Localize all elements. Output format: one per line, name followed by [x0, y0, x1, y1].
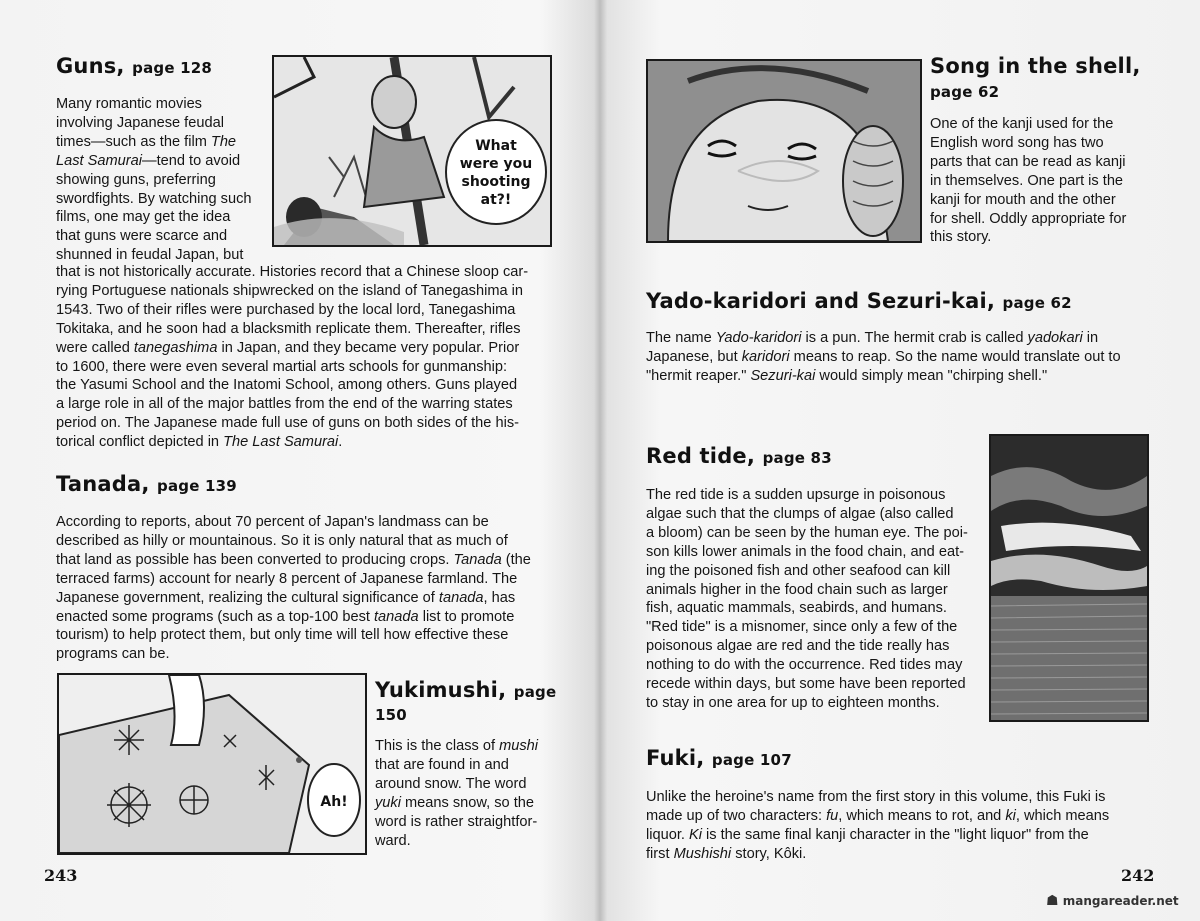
watermark: ☗ mangareader.net: [1046, 893, 1179, 909]
tanada-text: According to reports, about 70 percent of Japan's landmass can be described as hilly or mountainous. So it is only natural that as much of that land as possible has been converted to producing crops. Tanada (the terraced farms) account for nearly 8 percent of Japanese farmland. The Japanese government, realizing the cultural significance of tanada, has enacted some programs (such as a top-100 best tanada list to promote tourism) to help protect them, but only time will tell how effective these programs can be.: [56, 514, 531, 663]
redtide-manga-panel: [989, 434, 1149, 722]
redtide-heading: Red tide, page 83: [646, 444, 832, 468]
song-text: One of the kanji used for the English word song has two parts that can be read as kanji in themselves. One part is the kanji for mouth and the other for shell. Oddly appropriate for this story.: [930, 116, 1127, 246]
fuki-text: Unlike the heroine's name from the first story in this volume, this Fuki is made up of two characters: fu, which means to rot, and ki, which means liquor. Ki is the same final kanji character in the "light liquor" from the first Mushishi story, Kôki.: [646, 789, 1110, 862]
yukimushi-panel-art: [59, 675, 365, 853]
left-page-number: 243: [44, 866, 78, 885]
guns-text-full: that is not historically accurate. Histories record that a Chinese sloop car- rying Portuguese nationals shipwrecked on the island of Tanegashima in 1543. Two of their rifles were purchased by the local lord, Tanegashima Tokitaka, and he soon had a blacksmith replicate them. Thereafter, rifles were called tanegashima in Japan, and they became very popular. Prior to 1600, there were even several martial arts schools for gunmanship: the Yasumi School and the Inatomi School, among others. Guns played a large role in all of the major battles from the end of the warring states period on. The Japanese made full use of guns on both sides of the his- torical conflict depicted in The Last Samurai.: [56, 264, 529, 451]
song-manga-panel: [646, 59, 922, 243]
song-panel-art: [648, 61, 920, 241]
guns-panel-art: [274, 57, 550, 245]
song-heading: Song in the shell, page 62: [930, 54, 1141, 101]
guns-bubble-line-4: at?!: [480, 192, 512, 208]
redtide-panel-art: [991, 436, 1147, 720]
fuki-heading: Fuki, page 107: [646, 746, 792, 770]
tanada-heading: Tanada, page 139: [56, 472, 237, 496]
guns-heading: Guns, page 128: [56, 54, 213, 78]
yado-text: The name Yado-karidori is a pun. The hermit crab is called yadokari in Japanese, but karidori means to reap. So the name would translate out to "hermit reaper." Sezuri-kai would simply mean "chirping shell.": [646, 330, 1121, 384]
yukimushi-text: This is the class of mushi that are found in and around snow. The word yuki means snow, so the word is rather straightfor- ward.: [375, 738, 539, 849]
yukimushi-manga-panel: [57, 673, 367, 855]
guns-text-wrapped: Many romantic movies involving Japanese feudal times—such as the film The Last Samurai—tend to avoid showing guns, preferring swordfights. By watching such films, one may get the idea that guns were scarce and shunned in feudal Japan, but: [56, 96, 252, 264]
mangareader-logo-icon: ☗: [1046, 893, 1059, 909]
yado-heading: Yado-karidori and Sezuri-kai, page 62: [646, 289, 1072, 313]
right-page: [600, 0, 1200, 921]
right-page-number: 242: [1121, 866, 1155, 885]
guns-bubble-line-2: were you: [459, 156, 533, 172]
guns-manga-panel: [272, 55, 552, 247]
guns-bubble-line-1: What: [475, 138, 517, 154]
yukimushi-heading: Yukimushi, page 150: [375, 678, 557, 724]
redtide-text: The red tide is a sudden upsurge in poisonous algae such that the clumps of algae (also called a bloom) can be seen by the human eye. The poi- son kills lower animals in the food chain, and eat- ing the poisoned fish and other seafood can kill animals higher in the food chain such as larger fish, aquatic mammals, seabirds, and humans. "Red tide" is a misnomer, since only a few of the poisonous algae are red and the tide really has nothing to do with the occurrence. Red tides may recede within days, but some have been reported to stay in one area for up to eighteen months.: [646, 487, 968, 711]
guns-bubble-line-3: shooting: [461, 174, 531, 190]
yukimushi-bubble-text: Ah!: [320, 794, 348, 810]
